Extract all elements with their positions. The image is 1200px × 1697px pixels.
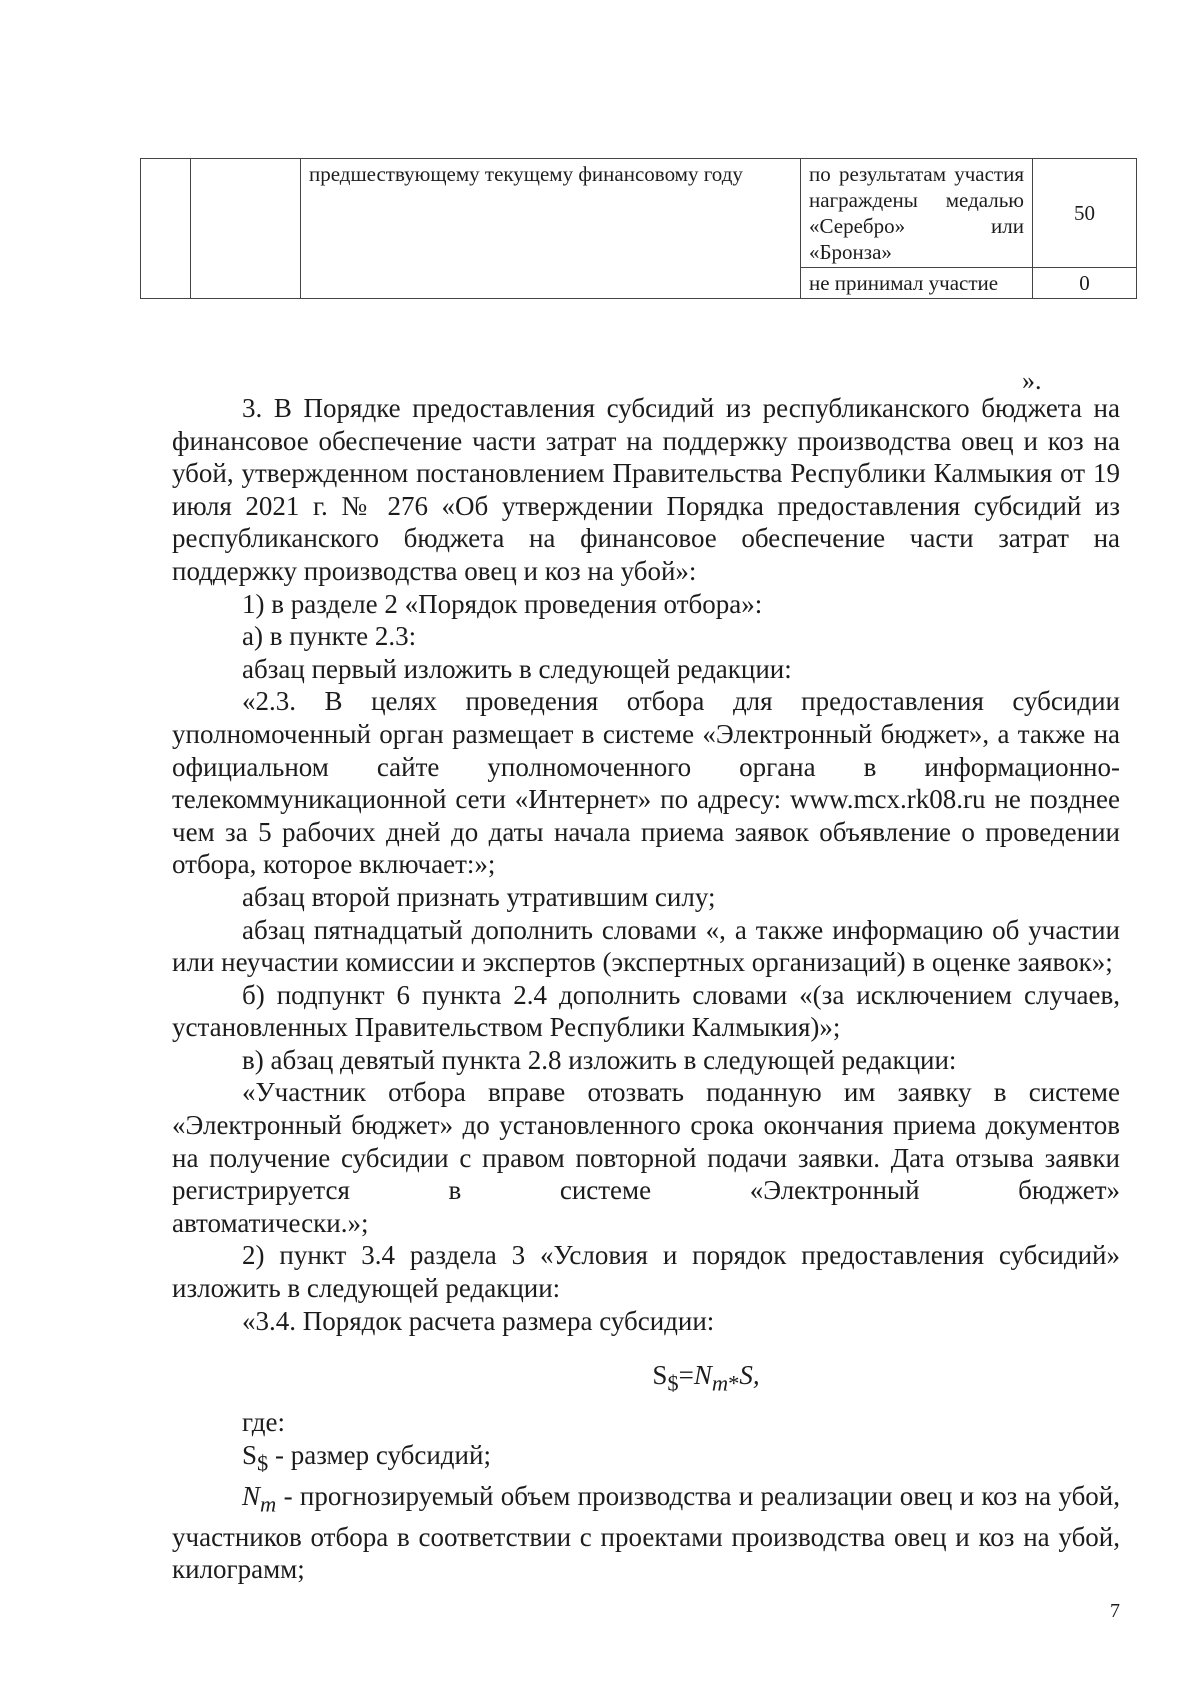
closing-quote: ». [1022,366,1042,395]
paragraph: абзац пятнадцатый дополнить словами «, а также информацию об участии или неучастии комиссии и экспертов (экспертных организаций) в оценке заявок»; [172,914,1120,978]
paragraph: «2.3. В целях проведения отбора для предоставления субсидии уполномоченный орган размещает в системе «Электронный бюджет», а также на официальном сайте уполномоченного органа в информационно-телекоммуникационной сети «Интернет» по адресу: www.mcx.rk08.ru не позднее чем за 5 рабочих дней до даты начала приема заявок объявление о проведении отбора, которое включает:»; [172,686,1120,880]
formula-operator: * [728,1370,740,1396]
page-number: 7 [1110,1600,1120,1622]
paragraph: 3. В Порядке предоставления субсидий из республиканского бюджета на финансовое обеспечение части затрат на поддержку производства овец и коз на убой, утвержденном постановлением Правительства Республики Калмыкия от 19 июля 2021 г. № 276 «Об утверждении Порядка предоставления субсидий из республиканского бюджета на финансовое обеспечение части затрат на поддержку производства овец и коз на убой»: [172,393,1120,586]
paragraph: «3.4. Порядок расчета размера субсидии: [242,1305,715,1336]
table-cell-empty-1 [141,159,191,299]
definition-text: - размер субсидий; [268,1439,491,1470]
paragraph: в) абзац девятый пункта 2.8 изложить в следующей редакции: [242,1044,957,1075]
criteria-table [140,158,1137,299]
paragraph: а) в пункте 2.3: [242,621,417,652]
definition-subscript: $ [257,1450,269,1476]
table-row [141,159,1137,268]
paragraph: где: [242,1407,285,1438]
paragraph: автоматически.»; [172,1207,369,1238]
table-cell-empty-2 [191,159,301,299]
formula-subscript: $ [667,1370,679,1396]
formula-symbol: N [693,1360,712,1391]
table-cell-criterion: предшествующему текущему финансовому году [301,159,801,299]
paragraph: 1) в разделе 2 «Порядок проведения отбора»: [242,588,763,619]
formula-symbol: S [652,1360,668,1391]
paragraph: б) подпункт 6 пункта 2.4 дополнить словами «(за исключением случаев, установленных Правительством Республики Калмыкия)»; [172,979,1120,1043]
paragraph: абзац второй признать утратившим силу; [242,881,716,912]
definition [172,1439,1120,1480]
formula-operator: = [678,1360,694,1391]
paragraph: «Участник отбора вправе отозвать поданную им заявку в системе «Электронный бюджет» до установленного срока окончания приема документов на получение субсидии с правом повторной подачи заявки. Дата отзыва заявки регистрируется в системе «Электронный бюджет» [172,1077,1120,1206]
formula-subscript: m [711,1370,729,1396]
formula-symbol: S, [739,1360,760,1391]
table-cell-score: 0 [1033,268,1137,299]
table-cell-condition: не принимал участие [801,268,1033,299]
document-body [172,392,1120,1586]
definition-symbol: N [242,1480,261,1511]
definition-subscript: m [260,1491,277,1517]
paragraph: 2) пункт 3.4 раздела 3 «Условия и порядок предоставления субсидий» изложить в следующей редакции: [172,1240,1120,1304]
definition-text: - прогнозируемый объем производства и реализации овец и коз на убой, участников отбора в соответствии с проектами производства овец и коз на убой, килограмм; [172,1480,1120,1585]
table-cell-score: 50 [1033,159,1137,268]
criteria-table-fragment [140,158,1136,299]
subsidy-formula [172,1359,1120,1400]
table-cell-condition: по результатам участия награждены медалью «Серебро» или «Бронза» [801,159,1033,268]
definition [172,1480,1120,1586]
definition-symbol: S [242,1439,258,1470]
paragraph: абзац первый изложить в следующей редакции: [242,653,792,684]
